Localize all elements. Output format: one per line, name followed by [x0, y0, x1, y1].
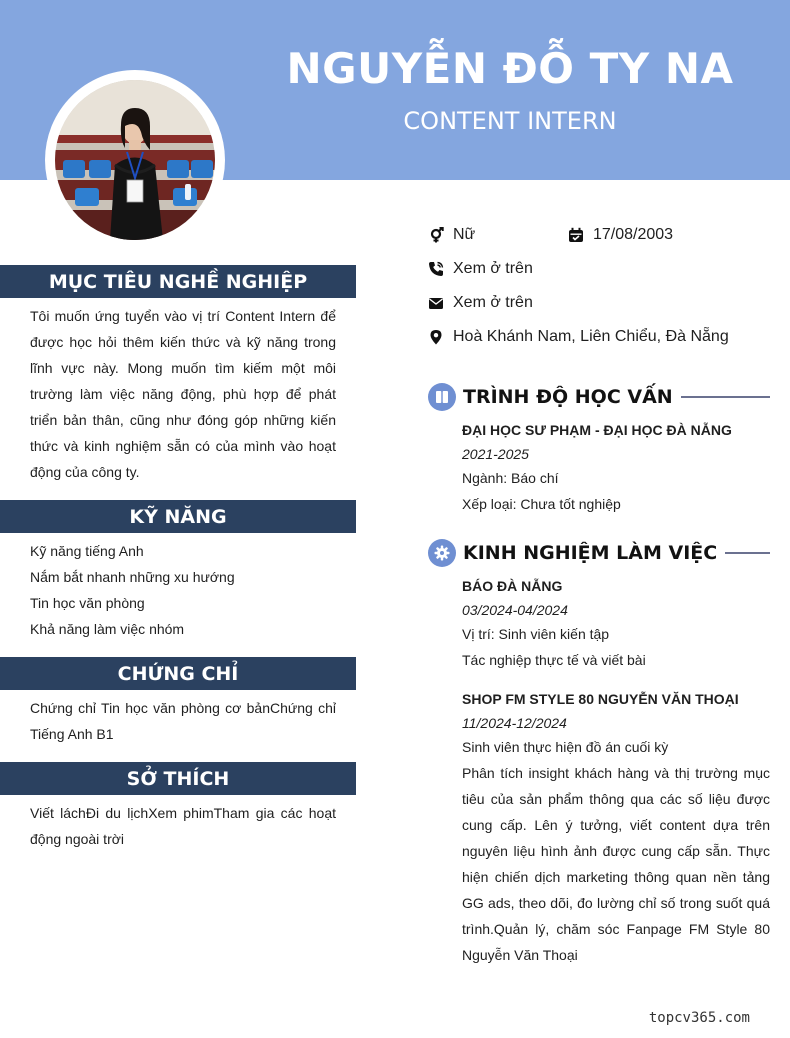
mail-icon — [428, 295, 444, 311]
address-value: Hoà Khánh Nam, Liên Chiểu, Đà Nẵng — [453, 328, 729, 345]
education-grade: Xếp loại: Chưa tốt nghiệp — [462, 496, 621, 512]
objective-text: Tôi muốn ứng tuyển vào vị trí Content Intern để được học hỏi thêm kiến thức và kỹ năng trong lĩnh vực này. Mong muốn tìm kiếm một môi trường làm việc năng động, phù hợp để phát triển bản thân, cũng như đóng góp những kiến thức và kinh nghiệm sẵn có của mình vào hoạt động của công ty. — [30, 308, 336, 480]
phone-icon — [428, 261, 444, 277]
education-header — [428, 383, 770, 411]
hobbies-header: SỞ THÍCH — [0, 762, 356, 795]
job-description: Phân tích insight khách hàng và thị trường mục tiêu của sản phẩm thông qua các số liệu được cung cấp. Lên ý tưởng, viết content dựa trên nguyên liệu hình ảnh được cung cấp sẵn. Thực hiện chiến dịch marketing thông quan nền tảng GG ads, theo dõi, đo lường chỉ số trong suốt quá trình.Quản lý, chăm sóc Fanpage FM Style 80 Nguyễn Văn Thoại — [462, 765, 770, 963]
gender-value: Nữ — [453, 226, 476, 243]
education-title: TRÌNH ĐỘ HỌC VẤN — [463, 386, 673, 408]
education-major: Ngành: Báo chí — [462, 470, 559, 486]
birthday-row — [568, 226, 673, 244]
gender-icon — [428, 227, 444, 243]
job-role: Sinh viên thực hiện đồ án cuối kỳ — [462, 739, 669, 755]
job-description: Tác nghiệp thực tế và viết bài — [462, 652, 646, 668]
email-row — [428, 294, 533, 312]
birthday-value: 17/08/2003 — [593, 226, 674, 243]
book-icon — [428, 383, 456, 411]
calendar-icon — [568, 227, 584, 243]
avatar-frame — [45, 70, 225, 250]
location-icon — [428, 329, 444, 345]
site-watermark: topcv365.com — [648, 1010, 750, 1026]
job-role: Vị trí: Sinh viên kiến tập — [462, 626, 610, 642]
skill-item: Khả năng làm việc nhóm — [30, 621, 185, 637]
gender-row — [428, 226, 475, 244]
avatar — [55, 80, 215, 240]
company-name: BÁO ĐÀ NẴNG — [462, 578, 563, 594]
job-period: 03/2024-04/2024 — [462, 602, 568, 618]
skill-item: Kỹ năng tiếng Anh — [30, 543, 144, 559]
candidate-name: NGUYỄN ĐỖ TY NA — [286, 44, 734, 93]
certificates-text: Chứng chỉ Tin học văn phòng cơ bảnChứng chỉ Tiếng Anh B1 — [30, 700, 336, 742]
job-period: 11/2024-12/2024 — [462, 715, 567, 731]
gear-icon — [428, 539, 456, 567]
address-row — [428, 328, 729, 346]
experience-header — [428, 539, 770, 567]
skills-list — [30, 538, 336, 642]
experience-entry — [462, 573, 770, 673]
phone-row — [428, 260, 533, 278]
skills-header: KỸ NĂNG — [0, 500, 356, 533]
education-period: 2021-2025 — [462, 446, 529, 462]
experience-title: KINH NGHIỆM LÀM VIỆC — [463, 542, 718, 564]
hobbies-text: Viết láchĐi du lịchXem phimTham gia các hoạt động ngoài trời — [30, 805, 336, 847]
objective-header: MỤC TIÊU NGHỀ NGHIỆP — [0, 265, 356, 298]
education-entry — [462, 417, 770, 517]
school-name: ĐẠI HỌC SƯ PHẠM - ĐẠI HỌC ĐÀ NẴNG — [462, 422, 732, 438]
candidate-position: CONTENT INTERN — [403, 107, 617, 135]
company-name: SHOP FM STYLE 80 NGUYỄN VĂN THOẠI — [462, 691, 739, 707]
phone-value: Xem ở trên — [453, 260, 533, 277]
certificates-header: CHỨNG CHỈ — [0, 657, 356, 690]
education-rule — [681, 396, 770, 398]
experience-entry — [462, 686, 770, 968]
skill-item: Nắm bắt nhanh những xu hướng — [30, 569, 235, 585]
email-value: Xem ở trên — [453, 294, 533, 311]
experience-rule — [725, 552, 770, 554]
skill-item: Tin học văn phòng — [30, 595, 145, 611]
